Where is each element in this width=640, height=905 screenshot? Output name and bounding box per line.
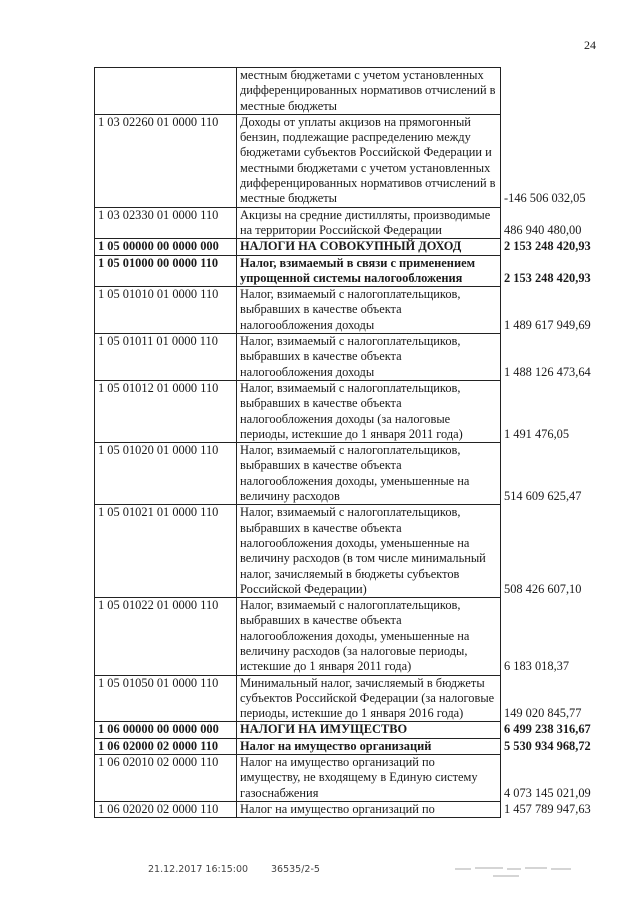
row-name: Налог на имущество организаций по (237, 801, 501, 817)
row-code: 1 03 02260 01 0000 110 (95, 114, 237, 207)
table-row (95, 68, 501, 115)
row-name: Налог, взимаемый с налогоплательщиков, выбравших в качестве объекта налогообложения доходы (237, 334, 501, 381)
row-name: Налог, взимаемый с налогоплательщиков, выбравших в качестве объекта налогообложения доходы (237, 287, 501, 334)
row-name: НАЛОГИ НА ИМУЩЕСТВО (237, 722, 501, 738)
row-code: 1 05 01022 01 0000 110 (95, 598, 237, 675)
table-row: 1 05 01022 01 0000 110 Налог, взимаемый с налогоплательщиков, выбравших в качестве объекта налогообложения доходы, уменьшенные на величину расходов (за налоговые периоды, истекшие до 1 января 2011 года) 6 183 018,37 (95, 598, 501, 675)
table-row: 1 05 00000 00 0000 000 НАЛОГИ НА СОВОКУПНЫЙ ДОХОД 2 153 248 420,93 (95, 239, 501, 255)
row-code: 1 06 02000 02 0000 110 (95, 738, 237, 754)
row-code: 1 05 00000 00 0000 000 (95, 239, 237, 255)
table-row: 1 05 01010 01 0000 110 Налог, взимаемый с налогоплательщиков, выбравших в качестве объекта налогообложения доходы 1 489 617 949,69 (95, 287, 501, 334)
table-row: 1 05 01020 01 0000 110 Налог, взимаемый с налогоплательщиков, выбравших в качестве объекта налогообложения доходы, уменьшенные на величину расходов 514 609 625,47 (95, 443, 501, 505)
row-name: Налог, взимаемый с налогоплательщиков, выбравших в качестве объекта налогообложения доходы, уменьшенные на величину расходов (в том числе минимальный налог, зачисляемый в бюджеты субъектов Российской Федерации) (237, 505, 501, 598)
row-name: Акцизы на средние дистилляты, производимые на территории Российской Федерации (237, 207, 501, 239)
budget-revenue-table (94, 67, 591, 818)
row-name: НАЛОГИ НА СОВОКУПНЫЙ ДОХОД (237, 239, 501, 255)
table-row: 1 05 01000 00 0000 110 Налог, взимаемый в связи с применением упрощенной системы налогообложения 2 153 248 420,93 (95, 255, 501, 287)
table-row: 1 06 02020 02 0000 110 Налог на имущество организаций по 1 457 789 947,63 (95, 801, 501, 817)
row-name: местным бюджетами с учетом установленных дифференцированных нормативов отчислений в местные бюджеты (237, 68, 501, 115)
row-name: Налог, взимаемый с налогоплательщиков, выбравших в качестве объекта налогообложения доходы, уменьшенные на величину расходов (за налоговые периоды, истекшие до 1 января 2011 года) (237, 598, 501, 675)
row-code: 1 06 02020 02 0000 110 (95, 801, 237, 817)
table-row: 1 03 02260 01 0000 110 Доходы от уплаты акцизов на прямогонный бензин, подлежащие распределению между бюджетами субъектов Российской Федерации и местными бюджетами с учетом установленных дифференцированных нормативов отчислений в местные бюджеты -146 506 032,05 (95, 114, 501, 207)
row-code: 1 06 00000 00 0000 000 (95, 722, 237, 738)
table-row: 1 06 00000 00 0000 000 НАЛОГИ НА ИМУЩЕСТВО 6 499 238 316,67 (95, 722, 501, 738)
row-code: 1 06 02010 02 0000 110 (95, 755, 237, 802)
row-code: 1 03 02330 01 0000 110 (95, 207, 237, 239)
row-code: 1 05 01010 01 0000 110 (95, 287, 237, 334)
row-name: Налог, взимаемый с налогоплательщиков, выбравших в качестве объекта налогообложения доходы, уменьшенные на величину расходов (237, 443, 501, 505)
table-row: 1 06 02010 02 0000 110 Налог на имущество организаций по имуществу, не входящему в Единую систему газоснабжения 4 073 145 021,09 (95, 755, 501, 802)
table-row: 1 05 01012 01 0000 110 Налог, взимаемый с налогоплательщиков, выбравших в качестве объекта налогообложения доходы (за налоговые периоды, истекшие до 1 января 2011 года) 1 491 476,05 (95, 380, 501, 442)
footer-doc-number: 36535/2-5 (271, 864, 320, 875)
footer-datetime: 21.12.2017 16:15:00 (148, 864, 249, 875)
row-code (95, 68, 237, 115)
row-name: Налог на имущество организаций по имуществу, не входящему в Единую систему газоснабжения (237, 755, 501, 802)
row-name: Налог, взимаемый в связи с применением упрощенной системы налогообложения (237, 255, 501, 287)
row-code: 1 05 01021 01 0000 110 (95, 505, 237, 598)
table-row: 1 03 02330 01 0000 110 Акцизы на средние дистилляты, производимые на территории Российской Федерации 486 940 480,00 (95, 207, 501, 239)
row-code: 1 05 01000 00 0000 110 (95, 255, 237, 287)
row-name: Налог, взимаемый с налогоплательщиков, выбравших в качестве объекта налогообложения доходы (за налоговые периоды, истекшие до 1 января 2011 года) (237, 380, 501, 442)
row-name: Доходы от уплаты акцизов на прямогонный бензин, подлежащие распределению между бюджетами субъектов Российской Федерации и местными бюджетами с учетом установленных дифференцированных нормативов отчислений в местные бюджеты (237, 114, 501, 207)
page-number: 24 (584, 38, 596, 52)
row-code: 1 05 01012 01 0000 110 (95, 380, 237, 442)
row-code: 1 05 01011 01 0000 110 (95, 334, 237, 381)
faint-stamp-mark (455, 862, 573, 880)
table-row: 1 06 02000 02 0000 110 Налог на имущество организаций 5 530 934 968,72 (95, 738, 501, 754)
table-row: 1 05 01011 01 0000 110 Налог, взимаемый с налогоплательщиков, выбравших в качестве объекта налогообложения доходы 1 488 126 473,64 (95, 334, 501, 381)
row-name: Минимальный налог, зачисляемый в бюджеты субъектов Российской Федерации (за налоговые периоды, истекшие до 1 января 2016 года) (237, 675, 501, 722)
row-code: 1 05 01050 01 0000 110 (95, 675, 237, 722)
row-name: Налог на имущество организаций (237, 738, 501, 754)
row-code: 1 05 01020 01 0000 110 (95, 443, 237, 505)
table-row: 1 05 01050 01 0000 110 Минимальный налог, зачисляемый в бюджеты субъектов Российской Федерации (за налоговые периоды, истекшие до 1 января 2016 года) 149 020 845,77 (95, 675, 501, 722)
table-row: 1 05 01021 01 0000 110 Налог, взимаемый с налогоплательщиков, выбравших в качестве объекта налогообложения доходы, уменьшенные на величину расходов (в том числе минимальный налог, зачисляемый в бюджеты субъектов Российской Федерации) 508 426 607,10 (95, 505, 501, 598)
